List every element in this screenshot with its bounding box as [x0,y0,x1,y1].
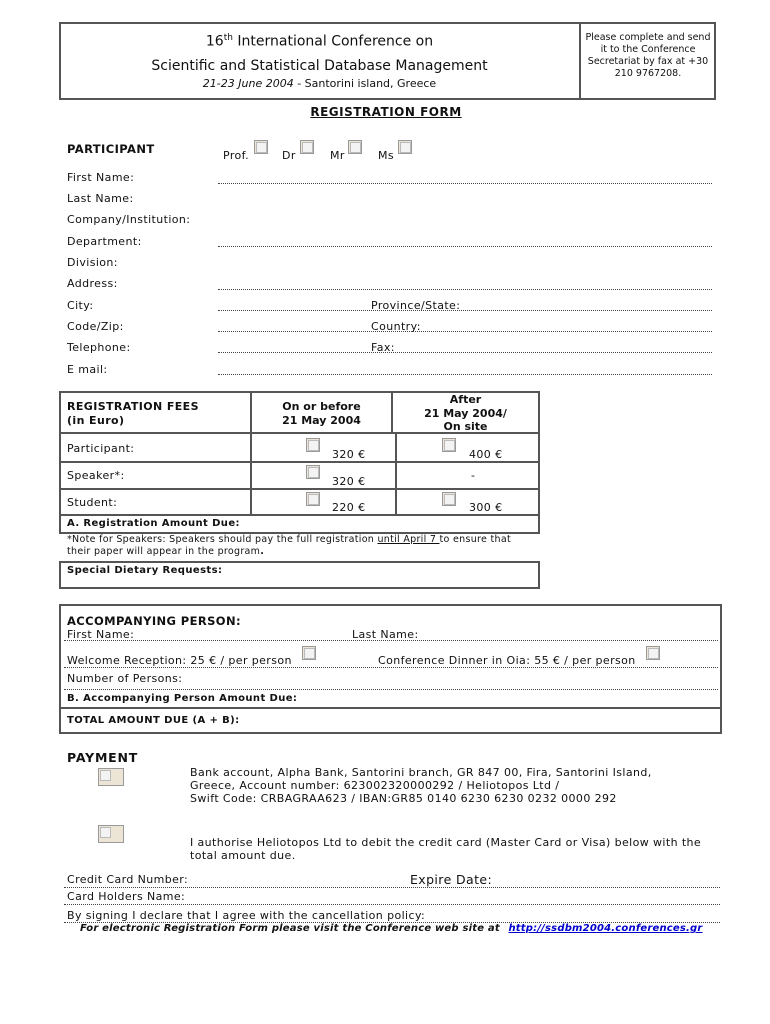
conference-dinner-checkbox[interactable] [646,646,660,660]
department-field[interactable] [218,246,712,247]
card-number-label: Credit Card Number: [67,873,189,886]
code-label: Code/Zip: [67,320,124,333]
fee-row-student-label: Student: [67,496,118,509]
number-of-persons-field[interactable] [64,689,718,690]
speaker-note-line2: their paper will appear in the program. [67,546,265,557]
card-authorise-line1: I authorise Heliotopos Ltd to debit the credit card (Master Card or Visa) below with the [190,836,702,849]
credit-card-checkbox[interactable] [98,825,124,843]
fee-participant-early-checkbox[interactable] [306,438,320,452]
card-holder-field[interactable] [64,904,720,905]
total-divider [59,707,722,709]
fee-speaker-early-checkbox[interactable] [306,465,320,479]
bank-transfer-checkbox[interactable] [98,768,124,786]
card-holder-label: Card Holders Name: [67,890,186,903]
title-dr-checkbox[interactable] [300,140,314,154]
fee-speaker-early: 320 € [332,475,366,488]
fees-col-late-line2: 21 May 2004/ [424,407,507,420]
email-label: E mail: [67,363,108,376]
address-label: Address: [67,277,118,290]
expire-date-label: Expire Date: [410,872,493,887]
title-mr-checkbox[interactable] [348,140,362,154]
bank-details-line3: Swift Code: CRBAGRAA623 / IBAN:GR85 0140 6230 6230 0232 0000 292 [190,792,617,805]
fee-participant-late: 400 € [469,448,503,461]
city-label: City: [67,299,94,312]
accompanying-last-name-label: Last Name: [352,628,419,641]
fax-instruction: Please complete and send it to the Conference Secretariat by fax at +30 210 9767208. [585,32,711,79]
fees-col-late-line3: On site [443,420,488,433]
title-prof-label: Prof. [223,149,250,162]
first-name-field[interactable] [218,183,712,184]
company-label: Company/Institution: [67,213,191,226]
website-link[interactable]: http://ssdbm2004.conferences.gr [508,923,703,934]
fee-speaker-late: - [471,469,476,482]
dietary-label: Special Dietary Requests: [67,565,223,576]
telephone-label: Telephone: [67,341,131,354]
signature-label: By signing I declare that I agree with the cancellation policy: [67,909,426,922]
accompanying-first-name-label: First Name: [67,628,135,641]
participant-heading: PARTICIPANT [67,142,155,156]
fax-label: Fax: [371,341,395,354]
accompanying-amount-due: B. Accompanying Person Amount Due: [67,693,298,704]
title-dr-label: Dr [282,149,296,162]
card-number-field[interactable] [64,887,720,888]
fees-col-late-line1: After [449,393,482,406]
fees-row-line-4 [59,514,540,516]
division-label: Division: [67,256,118,269]
speaker-note-line1: *Note for Speakers: Speakers should pay the full registration until April 7 to ensure that [67,534,511,545]
last-name-label: Last Name: [67,192,134,205]
conference-title-line2: Scientific and Statistical Database Management [151,58,488,74]
address-field[interactable] [218,289,712,290]
first-name-label: First Name: [67,171,135,184]
code-country-field[interactable] [218,331,712,332]
country-label: Country: [371,320,421,333]
fees-row-line-3 [59,488,540,490]
department-label: Department: [67,235,142,248]
fees-col-early-line2: 21 May 2004 [282,414,361,427]
card-authorise-line2: total amount due. [190,849,296,862]
footer-note: For electronic Registration Form please visit the Conference web site at http://ssdbm2004.conferences.gr [80,923,703,934]
fee-row-speaker-label: Speaker*: [67,469,125,482]
fees-heading-line2: (in Euro) [67,414,125,427]
fee-participant-late-checkbox[interactable] [442,438,456,452]
payment-heading: PAYMENT [67,750,139,765]
title-mr-label: Mr [330,149,345,162]
province-label: Province/State: [371,299,461,312]
fee-row-participant-label: Participant: [67,442,135,455]
city-province-field[interactable] [218,310,712,311]
welcome-reception-checkbox[interactable] [302,646,316,660]
conference-title-line1: 16th International Conference on [205,33,434,50]
fees-col-divider-3 [395,432,397,516]
fees-col-early-line1: On or before [282,400,361,413]
conference-dinner-label: Conference Dinner in Oia: 55 € / per person [378,654,636,667]
fee-participant-early: 320 € [332,448,366,461]
fee-student-early: 220 € [332,501,366,514]
fee-student-late-checkbox[interactable] [442,492,456,506]
events-field [64,667,718,668]
header-divider [579,22,581,100]
registration-amount-due: A. Registration Amount Due: [67,518,240,529]
accompanying-heading: ACCOMPANYING PERSON: [67,614,241,628]
total-amount-due: TOTAL AMOUNT DUE (A + B): [67,715,240,726]
fees-heading-line1: REGISTRATION FEES [67,400,199,413]
fee-student-late: 300 € [469,501,503,514]
number-of-persons-label: Number of Persons: [67,672,183,685]
accompanying-name-field[interactable] [64,640,718,641]
email-field[interactable] [218,374,712,375]
fees-row-line-2 [59,461,540,463]
form-title: REGISTRATION FORM [310,105,462,119]
title-prof-checkbox[interactable] [254,140,268,154]
conference-dates: 21-23 June 2004 - Santorini island, Greece [202,77,437,90]
bank-details-line1: Bank account, Alpha Bank, Santorini branch, GR 847 00, Fira, Santorini Island, [190,766,652,779]
telephone-fax-field[interactable] [218,352,712,353]
title-ms-label: Ms [378,149,395,162]
title-ms-checkbox[interactable] [398,140,412,154]
fees-col-divider-4 [250,432,252,516]
fee-student-early-checkbox[interactable] [306,492,320,506]
welcome-reception-label: Welcome Reception: 25 € / per person [67,654,292,667]
bank-details-line2: Greece, Account number: 623002320000292 / Heliotopos Ltd / [190,779,560,792]
